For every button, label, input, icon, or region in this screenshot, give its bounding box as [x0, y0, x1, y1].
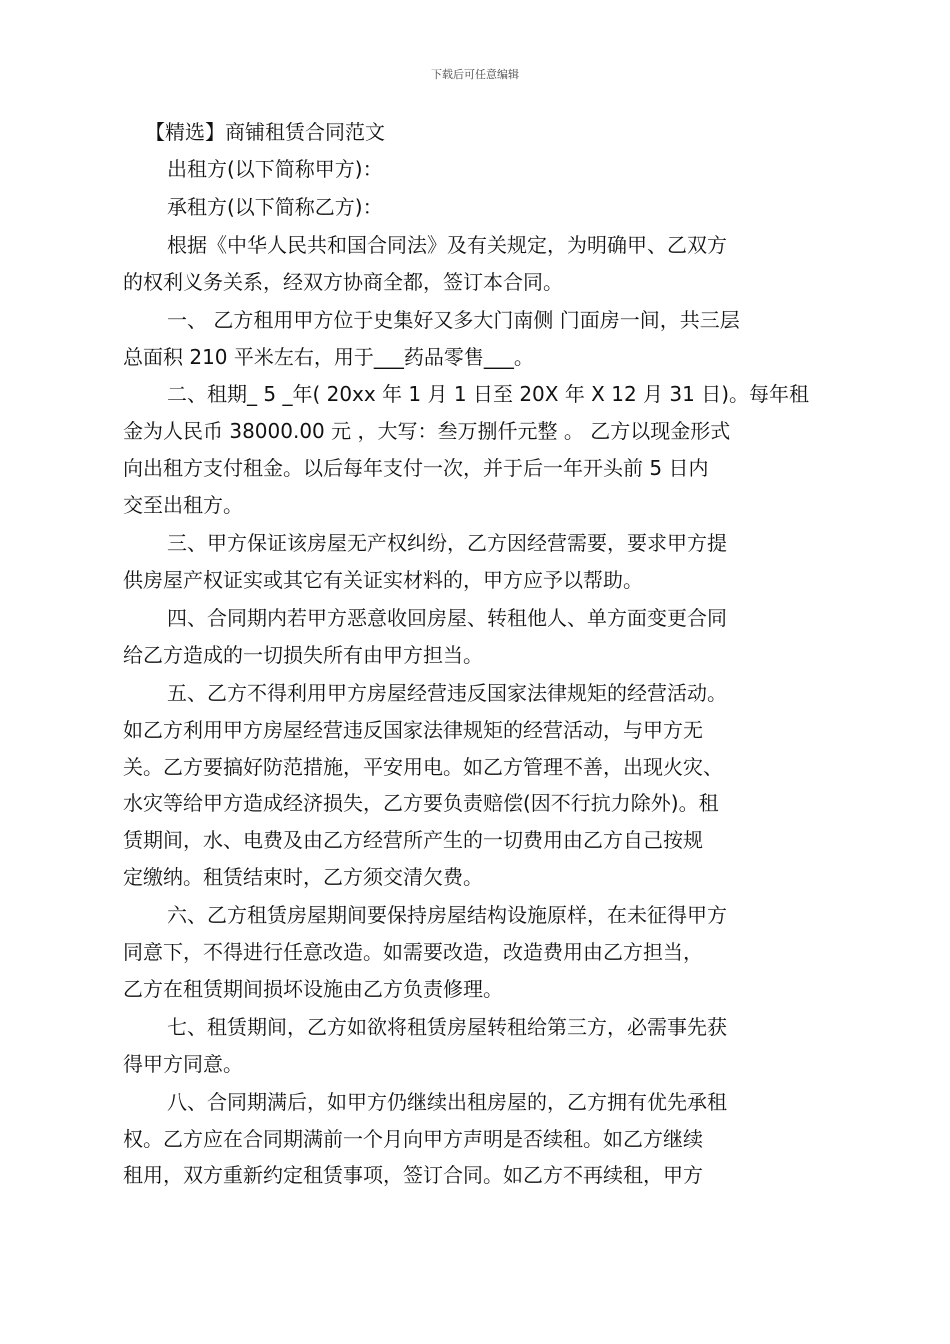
- clause-line: 给乙方造成的一切损失所有由甲方担当。: [123, 642, 483, 667]
- lessor-line: 出租方(以下简称甲方)：: [167, 157, 383, 181]
- contract-clause: [123, 302, 813, 376]
- clause-line: 向出租方支付租金。以后每年支付一次，并于后一年开头前 5 日内: [123, 456, 709, 481]
- contract-clause: [123, 897, 813, 1008]
- clause-line: 得甲方同意。: [123, 1051, 243, 1076]
- clause-line: 二、租期_ 5 _年( 20xx 年 1 月 1 日至 20X 年 X 12 月 31 日)。每年租: [167, 382, 810, 407]
- contract-clause: [123, 1009, 813, 1083]
- page-header-note: 下载后可任意编辑: [431, 68, 519, 81]
- contract-clause: [123, 600, 813, 674]
- lessee-line: 承租方(以下简称乙方)：: [167, 194, 383, 219]
- clause-line: 七、租赁期间，乙方如欲将租赁房屋转租给第三方，必需事先获: [167, 1014, 727, 1039]
- contract-clauses: [123, 227, 813, 1195]
- contract-clause: [123, 227, 813, 301]
- contract-clause: [123, 675, 813, 896]
- clause-line: 四、合同期内若甲方恶意收回房屋、转租他人、单方面变更合同: [167, 605, 727, 630]
- clause-line: 乙方在租赁期间损坏设施由乙方负责修理。: [123, 976, 503, 1001]
- clause-line: 根据《中华人民共和国合同法》及有关规定，为明确甲、乙双方: [167, 232, 727, 257]
- clause-line: 关。乙方要搞好防范措施，平安用电。如乙方管理不善，出现火灾、: [123, 754, 723, 779]
- clause-line: 同意下，不得进行任意改造。如需要改造，改造费用由乙方担当，: [123, 940, 703, 965]
- clause-line: 如乙方利用甲方房屋经营违反国家法律规矩的经营活动，与甲方无: [123, 717, 703, 742]
- clause-line: 金为人民币 38000.00 元 ，大写：叁万捌仟元整 。 乙方以现金形式: [123, 419, 731, 444]
- contract-clause: [123, 376, 813, 524]
- clause-line: 总面积 210 平米左右，用于___药品零售___。: [123, 344, 534, 369]
- clause-line: 八、合同期满后，如甲方仍继续出租房屋的，乙方拥有优先承租: [167, 1089, 727, 1114]
- clause-line: 的权利义务关系，经双方协商全都，签订本合同。: [123, 269, 563, 294]
- clause-line: 定缴纳。租赁结束时，乙方须交清欠费。: [123, 865, 483, 890]
- contract-clause: [123, 525, 813, 599]
- clause-line: 三、甲方保证该房屋无产权纠纷，乙方因经营需要，要求甲方提: [167, 531, 727, 556]
- contract-document: [123, 114, 813, 1195]
- clause-line: 赁期间，水、电费及由乙方经营所产生的一切费用由乙方自己按规: [123, 828, 703, 853]
- clause-line: 权。乙方应在合同期满前一个月向甲方声明是否续租。如乙方继续: [123, 1126, 703, 1151]
- clause-line: 供房屋产权证实或其它有关证实材料的，甲方应予以帮助。: [123, 567, 643, 592]
- clause-line: 水灾等给甲方造成经济损失，乙方要负责赔偿(因不行抗力除外)。租: [123, 791, 719, 816]
- contract-clause: [123, 1084, 813, 1195]
- clause-line: 租用，双方重新约定租赁事项，签订合同。如乙方不再续租，甲方: [123, 1163, 703, 1188]
- clause-line: 一、 乙方租用甲方位于史集好又多大门南侧 门面房一间，共三层: [167, 307, 740, 332]
- document-title: 【精选】商铺租赁合同范文: [145, 120, 385, 144]
- clause-line: 交至出租方。: [123, 493, 243, 518]
- clause-line: 六、乙方租赁房屋期间要保持房屋结构设施原样，在未征得甲方: [167, 903, 727, 928]
- clause-line: 五、乙方不得利用甲方房屋经营违反国家法律规矩的经营活动。: [167, 680, 727, 705]
